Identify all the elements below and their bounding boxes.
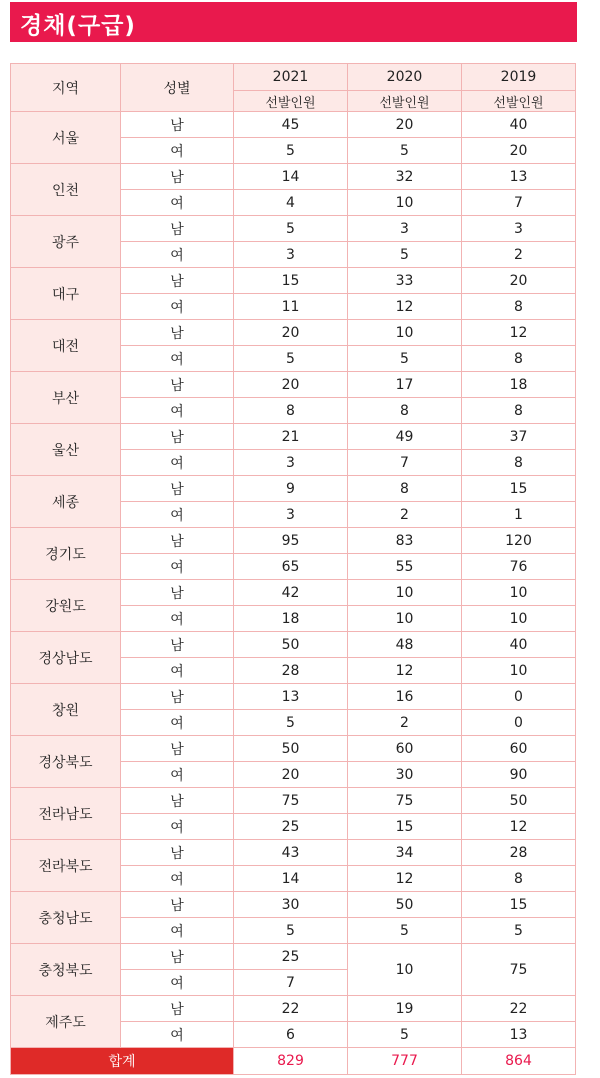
- region-cell: 충청남도: [11, 892, 121, 944]
- header-region: 지역: [11, 64, 121, 112]
- value-cell: 5: [348, 242, 462, 268]
- value-cell: 8: [234, 398, 348, 424]
- recruitment-table: [10, 63, 576, 1075]
- value-cell: 20: [462, 138, 576, 164]
- value-cell: 13: [462, 1022, 576, 1048]
- sex-cell: 여: [121, 502, 234, 528]
- title-bar: [10, 2, 577, 42]
- value-cell: 76: [462, 554, 576, 580]
- region-cell: 경상북도: [11, 736, 121, 788]
- table-row: [11, 424, 576, 450]
- value-cell: 10: [462, 580, 576, 606]
- value-cell: 15: [234, 268, 348, 294]
- value-cell: 30: [348, 762, 462, 788]
- value-cell: 43: [234, 840, 348, 866]
- sex-cell: 여: [121, 346, 234, 372]
- value-cell: 3: [234, 502, 348, 528]
- value-cell: 28: [462, 840, 576, 866]
- value-cell: 14: [234, 164, 348, 190]
- value-cell: 21: [234, 424, 348, 450]
- value-cell: 40: [462, 632, 576, 658]
- value-cell: 40: [462, 112, 576, 138]
- value-cell: 8: [348, 398, 462, 424]
- sex-cell: 남: [121, 840, 234, 866]
- sex-cell: 남: [121, 580, 234, 606]
- value-cell: 5: [234, 710, 348, 736]
- region-cell: 서울: [11, 112, 121, 164]
- value-cell: 2: [462, 242, 576, 268]
- value-cell: 8: [462, 346, 576, 372]
- value-cell: 60: [462, 736, 576, 762]
- value-cell: 2: [348, 502, 462, 528]
- value-cell: 4: [234, 190, 348, 216]
- header-sub: 선발인원: [348, 91, 462, 112]
- value-cell: 22: [462, 996, 576, 1022]
- value-cell: 7: [348, 450, 462, 476]
- value-cell: 48: [348, 632, 462, 658]
- total-value: 777: [348, 1048, 462, 1075]
- region-cell: 세종: [11, 476, 121, 528]
- sex-cell: 남: [121, 268, 234, 294]
- total-value: 864: [462, 1048, 576, 1075]
- table-row: [11, 320, 576, 346]
- region-cell: 창원: [11, 684, 121, 736]
- value-cell: 16: [348, 684, 462, 710]
- value-cell: 12: [348, 658, 462, 684]
- value-cell: 5: [462, 918, 576, 944]
- sex-cell: 여: [121, 138, 234, 164]
- value-cell: 8: [462, 294, 576, 320]
- value-cell: 12: [462, 320, 576, 346]
- sex-cell: 남: [121, 424, 234, 450]
- sex-cell: 여: [121, 866, 234, 892]
- region-cell: 전라남도: [11, 788, 121, 840]
- value-cell: 10: [348, 944, 462, 996]
- header-sub: 선발인원: [234, 91, 348, 112]
- table-row: [11, 372, 576, 398]
- sex-cell: 남: [121, 476, 234, 502]
- value-cell: 55: [348, 554, 462, 580]
- region-cell: 인천: [11, 164, 121, 216]
- total-label: 합계: [11, 1048, 234, 1075]
- value-cell: 8: [462, 450, 576, 476]
- page-title: 경채(구급): [20, 13, 136, 39]
- sex-cell: 남: [121, 164, 234, 190]
- table-row: [11, 268, 576, 294]
- value-cell: 10: [348, 580, 462, 606]
- value-cell: 10: [462, 606, 576, 632]
- header-year: 2021: [234, 64, 348, 91]
- sex-cell: 남: [121, 112, 234, 138]
- sex-cell: 여: [121, 658, 234, 684]
- value-cell: 5: [234, 138, 348, 164]
- sex-cell: 여: [121, 710, 234, 736]
- value-cell: 60: [348, 736, 462, 762]
- value-cell: 1: [462, 502, 576, 528]
- value-cell: 25: [234, 944, 348, 970]
- value-cell: 7: [234, 970, 348, 996]
- value-cell: 83: [348, 528, 462, 554]
- value-cell: 50: [234, 736, 348, 762]
- table-row: [11, 840, 576, 866]
- sex-cell: 여: [121, 450, 234, 476]
- sex-cell: 여: [121, 1022, 234, 1048]
- sex-cell: 여: [121, 398, 234, 424]
- table-row: [11, 684, 576, 710]
- value-cell: 15: [462, 892, 576, 918]
- value-cell: 50: [462, 788, 576, 814]
- region-cell: 강원도: [11, 580, 121, 632]
- value-cell: 0: [462, 710, 576, 736]
- value-cell: 20: [348, 112, 462, 138]
- value-cell: 25: [234, 814, 348, 840]
- table-row: [11, 788, 576, 814]
- value-cell: 45: [234, 112, 348, 138]
- value-cell: 7: [462, 190, 576, 216]
- value-cell: 18: [462, 372, 576, 398]
- value-cell: 17: [348, 372, 462, 398]
- value-cell: 49: [348, 424, 462, 450]
- value-cell: 9: [234, 476, 348, 502]
- value-cell: 32: [348, 164, 462, 190]
- value-cell: 42: [234, 580, 348, 606]
- table-row: [11, 528, 576, 554]
- value-cell: 5: [348, 918, 462, 944]
- total-value: 829: [234, 1048, 348, 1075]
- region-cell: 제주도: [11, 996, 121, 1048]
- value-cell: 90: [462, 762, 576, 788]
- value-cell: 75: [234, 788, 348, 814]
- value-cell: 65: [234, 554, 348, 580]
- value-cell: 37: [462, 424, 576, 450]
- table-row: [11, 736, 576, 762]
- value-cell: 20: [462, 268, 576, 294]
- sex-cell: 남: [121, 736, 234, 762]
- value-cell: 75: [462, 944, 576, 996]
- value-cell: 14: [234, 866, 348, 892]
- header-sub: 선발인원: [462, 91, 576, 112]
- value-cell: 33: [348, 268, 462, 294]
- value-cell: 75: [348, 788, 462, 814]
- sex-cell: 남: [121, 216, 234, 242]
- value-cell: 6: [234, 1022, 348, 1048]
- sex-cell: 여: [121, 606, 234, 632]
- value-cell: 8: [462, 398, 576, 424]
- value-cell: 95: [234, 528, 348, 554]
- value-cell: 13: [234, 684, 348, 710]
- value-cell: 3: [234, 242, 348, 268]
- sex-cell: 여: [121, 970, 234, 996]
- sex-cell: 남: [121, 788, 234, 814]
- value-cell: 8: [348, 476, 462, 502]
- table-row: [11, 996, 576, 1022]
- sex-cell: 남: [121, 892, 234, 918]
- value-cell: 50: [234, 632, 348, 658]
- total-row: [11, 1048, 576, 1075]
- value-cell: 5: [234, 918, 348, 944]
- value-cell: 20: [234, 762, 348, 788]
- region-cell: 전라북도: [11, 840, 121, 892]
- value-cell: 5: [234, 216, 348, 242]
- region-cell: 대전: [11, 320, 121, 372]
- value-cell: 12: [348, 866, 462, 892]
- sex-cell: 여: [121, 190, 234, 216]
- value-cell: 3: [348, 216, 462, 242]
- value-cell: 13: [462, 164, 576, 190]
- value-cell: 19: [348, 996, 462, 1022]
- value-cell: 50: [348, 892, 462, 918]
- value-cell: 11: [234, 294, 348, 320]
- table-row: [11, 476, 576, 502]
- region-cell: 광주: [11, 216, 121, 268]
- value-cell: 120: [462, 528, 576, 554]
- value-cell: 5: [348, 346, 462, 372]
- value-cell: 10: [348, 606, 462, 632]
- region-cell: 경상남도: [11, 632, 121, 684]
- value-cell: 34: [348, 840, 462, 866]
- value-cell: 5: [348, 1022, 462, 1048]
- value-cell: 30: [234, 892, 348, 918]
- value-cell: 28: [234, 658, 348, 684]
- region-cell: 울산: [11, 424, 121, 476]
- table-row: [11, 892, 576, 918]
- sex-cell: 남: [121, 320, 234, 346]
- value-cell: 3: [462, 216, 576, 242]
- table-row: [11, 164, 576, 190]
- value-cell: 10: [462, 658, 576, 684]
- header-year: 2020: [348, 64, 462, 91]
- value-cell: 15: [348, 814, 462, 840]
- value-cell: 2: [348, 710, 462, 736]
- sex-cell: 남: [121, 996, 234, 1022]
- sex-cell: 남: [121, 632, 234, 658]
- value-cell: 0: [462, 684, 576, 710]
- sex-cell: 여: [121, 242, 234, 268]
- sex-cell: 남: [121, 528, 234, 554]
- table-row: [11, 112, 576, 138]
- sex-cell: 여: [121, 918, 234, 944]
- table-row: [11, 632, 576, 658]
- value-cell: 3: [234, 450, 348, 476]
- table-row: [11, 944, 576, 970]
- value-cell: 8: [462, 866, 576, 892]
- region-cell: 경기도: [11, 528, 121, 580]
- sex-cell: 남: [121, 372, 234, 398]
- sex-cell: 남: [121, 944, 234, 970]
- region-cell: 충청북도: [11, 944, 121, 996]
- sex-cell: 남: [121, 684, 234, 710]
- region-cell: 부산: [11, 372, 121, 424]
- value-cell: 12: [462, 814, 576, 840]
- value-cell: 5: [348, 138, 462, 164]
- header-sex: 성별: [121, 64, 234, 112]
- value-cell: 15: [462, 476, 576, 502]
- value-cell: 5: [234, 346, 348, 372]
- value-cell: 22: [234, 996, 348, 1022]
- table-body: [11, 112, 576, 1048]
- value-cell: 10: [348, 190, 462, 216]
- value-cell: 12: [348, 294, 462, 320]
- table-row: [11, 580, 576, 606]
- value-cell: 18: [234, 606, 348, 632]
- header-year: 2019: [462, 64, 576, 91]
- sex-cell: 여: [121, 554, 234, 580]
- sex-cell: 여: [121, 294, 234, 320]
- sex-cell: 여: [121, 814, 234, 840]
- value-cell: 10: [348, 320, 462, 346]
- value-cell: 20: [234, 372, 348, 398]
- sex-cell: 여: [121, 762, 234, 788]
- value-cell: 20: [234, 320, 348, 346]
- table-row: [11, 216, 576, 242]
- region-cell: 대구: [11, 268, 121, 320]
